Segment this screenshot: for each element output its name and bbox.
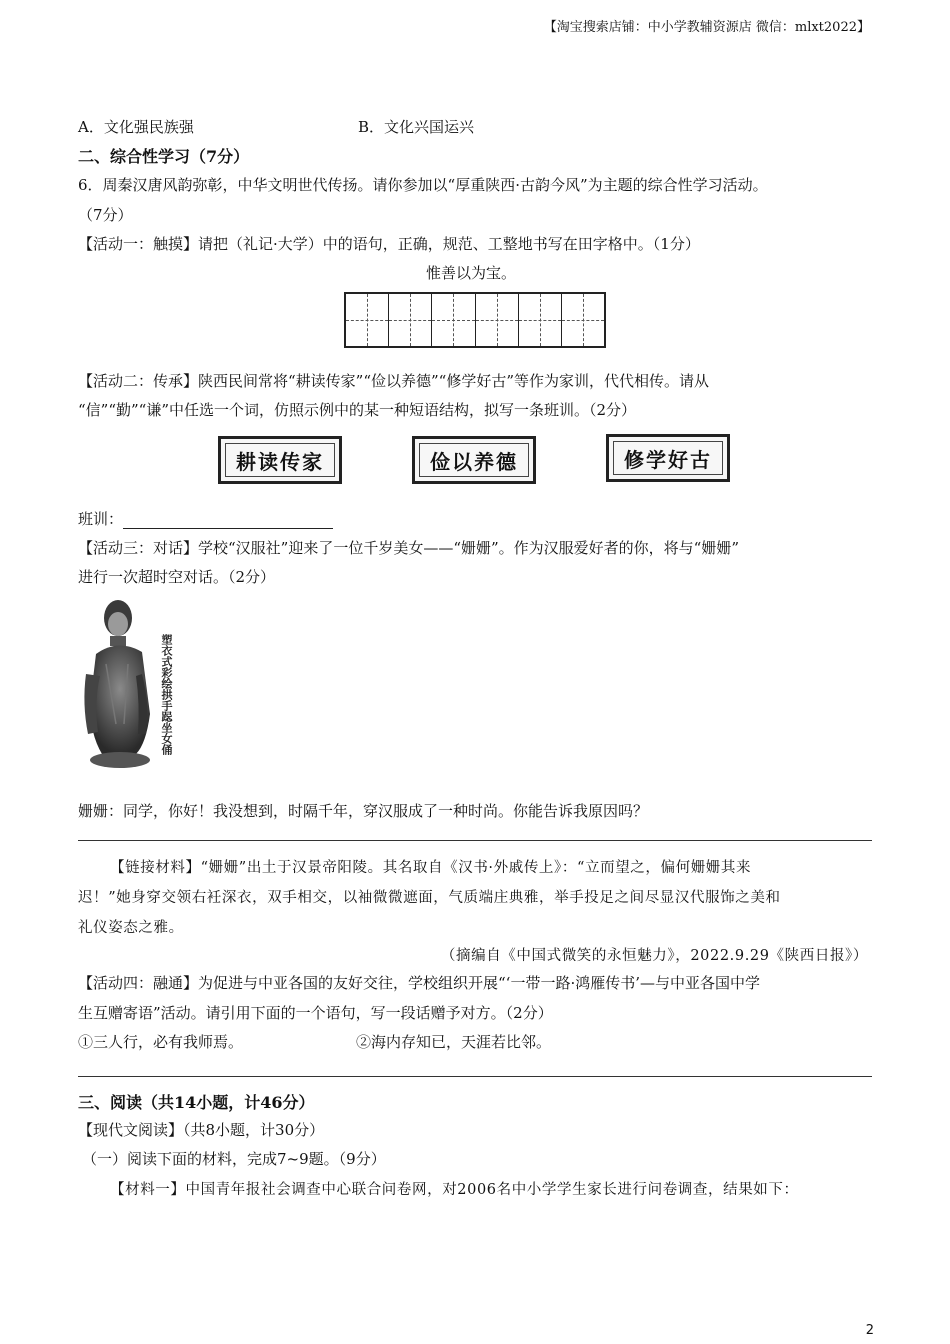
plaque-text: 修学好古 <box>624 447 712 472</box>
activity3-line1: 【活动三：对话】学校“汉服社”迎来了一位千岁美女——“姗姗”。作为汉服爱好者的你，将与“姗姗” <box>78 539 740 557</box>
activity4-line2: 生互赠寄语”活动。请引用下面的一个语句，写一段话赠予对方。（2分） <box>78 1004 553 1022</box>
section2-title: 二、综合性学习（7分） <box>78 147 250 166</box>
option-a: A．文化强民族强 <box>78 118 194 136</box>
grid-cell[interactable] <box>389 294 432 346</box>
figurine-caption: 塑衣式彩绘拱手跽坐女俑 <box>160 634 173 755</box>
q6-line1: 6．周秦汉唐风韵弥彰，中华文明世代传扬。请你参加以“厚重陕西·古韵今风”为主题的综合性学习活动。 <box>78 176 768 194</box>
grid-cell[interactable] <box>562 294 604 346</box>
q6-line2: （7分） <box>78 206 133 224</box>
source-citation: （摘编自《中国式微笑的永恒魅力》，2022.9.29《陕西日报》） <box>440 948 868 964</box>
link-material-line2: 迟！”她身穿交领右衽深衣，双手相交，以袖微微遮面，气质端庄典雅，举手投足之间尽显汉代服饰之美和 <box>78 890 781 906</box>
grid-cell[interactable] <box>519 294 562 346</box>
grid-cell[interactable] <box>476 294 519 346</box>
activity2-line2: “信”“勤”“谦”中任选一个词，仿照示例中的某一种短语结构，拟写一条班训。（2分） <box>78 401 637 419</box>
page-number: 2 <box>865 1323 874 1338</box>
page-header: 【淘宝搜索店铺：中小学教辅资源店 微信：mlxt2022】 <box>543 20 870 35</box>
plaque-text: 耕读传家 <box>236 449 324 474</box>
banxun-label: 班训： <box>78 510 124 528</box>
activity1-text: 【活动一：触摸】请把（礼记·大学）中的语句，正确，规范、工整地书写在田字格中。（1分） <box>78 235 700 253</box>
tianzige-grid[interactable] <box>344 292 606 348</box>
quote-1: ①三人行，必有我师焉。 <box>78 1033 244 1051</box>
answer-line[interactable] <box>78 840 872 841</box>
option-b: B．文化兴国运兴 <box>358 118 475 136</box>
material1-intro: 【材料一】中国青年报社会调查中心联合问卷网，对2006名中小学学生家长进行问卷调查，结果如下： <box>110 1182 799 1198</box>
grid-cell[interactable] <box>432 294 475 346</box>
section3-title: 三、阅读（共14小题，计46分） <box>78 1093 315 1112</box>
activity3-line2: 进行一次超时空对话。（2分） <box>78 568 276 586</box>
quote-2: ②海内存知已，天涯若比邻。 <box>356 1033 552 1051</box>
answer-line[interactable] <box>78 1076 872 1077</box>
plaque-xiuxue <box>606 434 730 482</box>
banxun-blank[interactable] <box>123 514 333 529</box>
activity1-sentence: 惟善以为宝。 <box>426 264 517 282</box>
shanshan-dialogue: 姗姗：同学，你好！我没想到，时隔千年，穿汉服成了一种时尚。你能告诉我原因吗？ <box>78 802 649 820</box>
link-material-line3: 礼仪姿态之雅。 <box>78 920 184 936</box>
plaque-gengdu <box>218 436 342 484</box>
part1-instruction: （一）阅读下面的材料，完成7~9题。（9分） <box>82 1150 386 1168</box>
plaque-jianyi <box>412 436 536 484</box>
modern-reading-heading: 【现代文阅读】（共8小题，计30分） <box>78 1121 325 1139</box>
link-material-line1: 【链接材料】“姗姗”出土于汉景帝阳陵。其名取自《汉书·外戚传上》：“立而望之，偏何姗姗其来 <box>110 860 752 876</box>
activity4-line1: 【活动四：融通】为促进与中亚各国的友好交往，学校组织开展“‘一带一路·鸿雁传书’—与中亚各国中学 <box>78 974 760 992</box>
activity2-line1: 【活动二：传承】陕西民间常将“耕读传家”“俭以养德”“修学好古”等作为家训，代代相传。请从 <box>78 372 710 390</box>
plaque-text: 俭以养德 <box>430 449 518 474</box>
grid-cell[interactable] <box>346 294 389 346</box>
banxun-line[interactable] <box>78 508 333 529</box>
